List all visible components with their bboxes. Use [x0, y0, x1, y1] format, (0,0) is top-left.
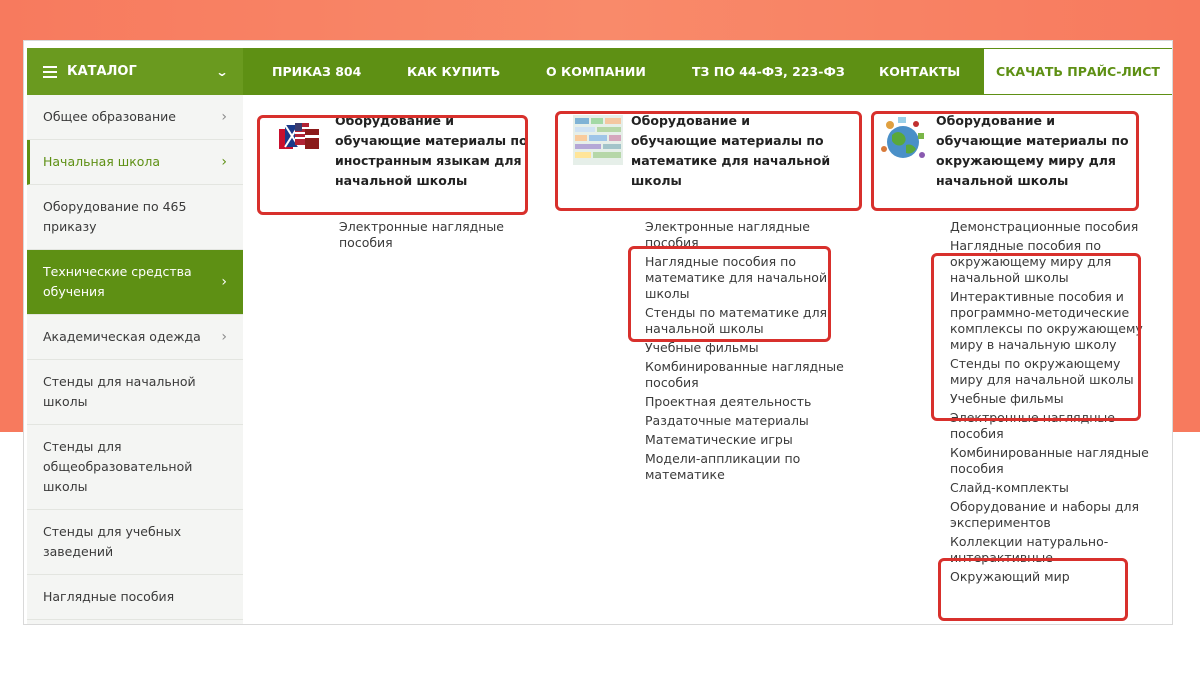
- nav-links: [243, 48, 1173, 95]
- nav-link-how-to-buy[interactable]: КАК КУПИТЬ: [407, 64, 501, 79]
- chevron-right-icon: ›: [221, 329, 227, 345]
- globe-icon: [878, 115, 922, 159]
- sidebar-item-technical-means[interactable]: [27, 250, 243, 315]
- category-column-math: [573, 111, 853, 482]
- catalog-button[interactable]: [27, 48, 243, 95]
- chevron-right-icon: ›: [221, 154, 227, 170]
- subcategory-link[interactable]: Оборудование и наборы для экспериментов: [950, 499, 1140, 530]
- category-column-languages: [277, 111, 557, 250]
- subcategory-link[interactable]: Демонстрационные пособия: [950, 219, 1139, 234]
- subcategory-link[interactable]: Наглядные пособия по окружающему миру для начальной школы: [950, 238, 1112, 285]
- sidebar-item-label: Стенды для общеобразовательной школы: [43, 439, 193, 494]
- sidebar-item-label: Наглядные пособия: [43, 589, 175, 604]
- math-collage-icon: [573, 115, 617, 159]
- nav-link-order-804[interactable]: ПРИКАЗ 804: [272, 64, 362, 79]
- subcategory-link[interactable]: Математические игры: [645, 432, 793, 447]
- menu-icon: [43, 66, 57, 78]
- subcategory-link[interactable]: Комбинированные наглядные пособия: [645, 359, 844, 390]
- category-title[interactable]: Оборудование и обучающие материалы по математике для начальной школы: [631, 113, 831, 188]
- chevron-down-icon: ⌄: [215, 64, 229, 79]
- category-header[interactable]: [277, 111, 557, 191]
- subcategory-link[interactable]: Проектная деятельность: [645, 394, 812, 409]
- subcategory-link[interactable]: Стенды по математике для начальной школы: [645, 305, 828, 336]
- chevron-right-icon: ›: [221, 274, 227, 290]
- download-price-button[interactable]: СКАЧАТЬ ПРАЙС-ЛИСТ: [983, 48, 1173, 95]
- category-header[interactable]: [573, 111, 853, 191]
- sidebar-item-academic-clothing[interactable]: [27, 315, 243, 360]
- sidebar-item-general-education[interactable]: [27, 95, 243, 140]
- sidebar-item-label: Технические средства обучения: [43, 264, 192, 299]
- subcategory-link[interactable]: Окружающий мир: [950, 569, 1070, 584]
- category-column-environment: [878, 111, 1158, 584]
- subcategory-list: [645, 219, 845, 486]
- catalog-label: КАТАЛОГ: [67, 64, 137, 79]
- subcategory-link[interactable]: Электронные наглядные пособия: [950, 410, 1115, 441]
- subcategory-link[interactable]: Стенды по окружающему миру для начальной школы: [950, 356, 1134, 387]
- subcategory-link[interactable]: Учебные фильмы: [645, 340, 759, 355]
- sidebar: [27, 95, 243, 625]
- subcategory-link[interactable]: Раздаточные материалы: [645, 413, 809, 428]
- sidebar-item-label: Стенды для учебных заведений: [43, 524, 182, 559]
- chevron-right-icon: ›: [221, 109, 227, 125]
- subcategory-link[interactable]: Наглядные пособия по математике для начальной школы: [645, 254, 828, 301]
- category-title[interactable]: Оборудование и обучающие материалы по окружающему миру для начальной школы: [936, 113, 1129, 188]
- nav-link-tz[interactable]: ТЗ ПО 44-ФЗ, 223-ФЗ: [692, 64, 845, 79]
- sidebar-item-general-school-stands[interactable]: [27, 425, 243, 510]
- category-header[interactable]: [878, 111, 1158, 191]
- sidebar-item-label: Академическая одежда: [43, 329, 201, 344]
- subcategory-link[interactable]: Интерактивные пособия и программно-методические комплексы по окружающему миру в начальную школу: [950, 289, 1143, 352]
- sidebar-item-label: Стенды для начальной школы: [43, 374, 196, 409]
- sidebar-item-institution-stands[interactable]: [27, 510, 243, 575]
- subcategory-link[interactable]: Модели-аппликации по математике: [645, 451, 801, 482]
- subcategory-link[interactable]: Электронные наглядные пособия: [339, 219, 504, 250]
- subcategory-link[interactable]: Учебные фильмы: [950, 391, 1064, 406]
- sidebar-item-visual-aids[interactable]: [27, 575, 243, 620]
- top-navigation: [27, 48, 1173, 95]
- flags-icon: [277, 115, 321, 159]
- sidebar-item-label: Начальная школа: [43, 154, 161, 169]
- subcategory-list: [950, 219, 1150, 588]
- sidebar-item-primary-school[interactable]: [27, 140, 243, 185]
- subcategory-link[interactable]: Электронные наглядные пособия: [645, 219, 810, 250]
- sidebar-item-label: Общее образование: [43, 109, 176, 124]
- sidebar-item-label: Оборудование по 465 приказу: [43, 199, 187, 234]
- nav-link-about[interactable]: О КОМПАНИИ: [546, 64, 646, 79]
- category-title[interactable]: Оборудование и обучающие материалы по иностранным языкам для начальной школы: [335, 113, 528, 188]
- subcategory-link[interactable]: Слайд-комплекты: [950, 480, 1069, 495]
- subcategory-link[interactable]: Комбинированные наглядные пособия: [950, 445, 1149, 476]
- sidebar-item-primary-stands[interactable]: [27, 360, 243, 425]
- subcategory-link[interactable]: Коллекции натурально-интерактивные: [950, 534, 1109, 565]
- sidebar-item-equipment-465[interactable]: [27, 185, 243, 250]
- screenshot-frame: [23, 40, 1173, 625]
- nav-link-contacts[interactable]: КОНТАКТЫ: [879, 64, 961, 79]
- subcategory-list: [339, 219, 539, 254]
